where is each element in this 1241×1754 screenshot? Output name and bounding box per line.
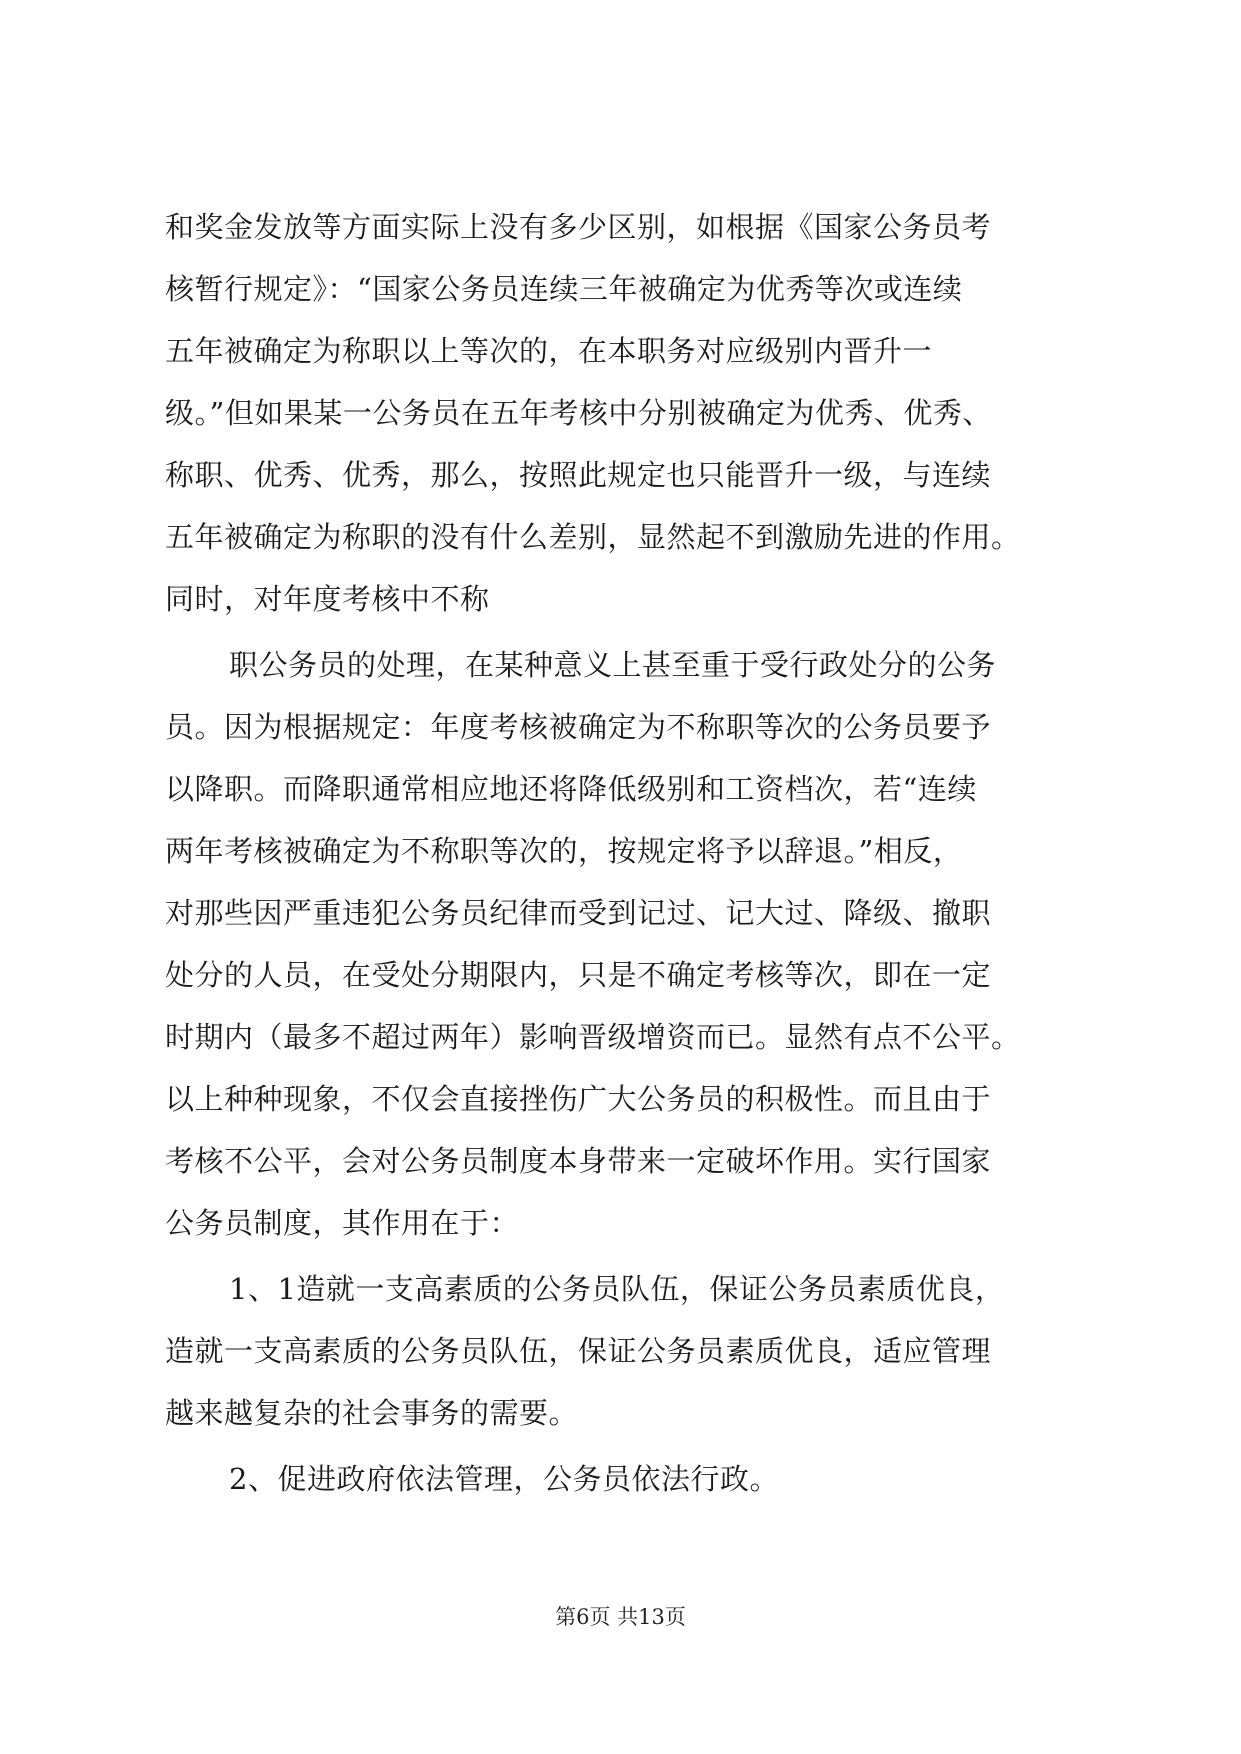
page-footer: 第6页 共13页: [555, 1605, 686, 1629]
text-line: 以上种种现象，不仅会直接挫伤广大公务员的积极性。而且由于: [165, 1082, 992, 1116]
text-line: 五年被确定为称职的没有什么差别，显然起不到激励先进的作用。: [165, 520, 1021, 554]
text-line: 考核不公平，会对公务员制度本身带来一定破坏作用。实行国家: [165, 1144, 992, 1178]
text-line: 职公务员的处理，在某种意义上甚至重于受行政处分的公务: [229, 648, 997, 682]
text-line: 核暂行规定》：“国家公务员连续三年被确定为优秀等次或连续: [165, 272, 963, 306]
text-line: 以降职。而降职通常相应地还将降低级别和工资档次，若“连续: [165, 772, 977, 806]
text-line: 1、1造就一支高素质的公务员队伍，保证公务员素质优良，: [229, 1272, 1005, 1306]
text-line: 称职、优秀、优秀，那么，按照此规定也只能晋升一级，与连续: [165, 458, 992, 492]
text-line: 时期内（最多不超过两年）影响晋级增资而已。显然有点不公平。: [165, 1020, 1021, 1054]
text-line: 处分的人员，在受处分期限内，只是不确定考核等次，即在一定: [165, 958, 992, 992]
text-line: 和奖金发放等方面实际上没有多少区别，如根据《国家公务员考: [165, 210, 992, 244]
text-line: 同时，对年度考核中不称: [165, 582, 490, 616]
text-line: 2、促进政府依法管理，公务员依法行政。: [229, 1462, 779, 1496]
text-line: 级。”但如果某一公务员在五年考核中分别被确定为优秀、优秀、: [165, 396, 992, 430]
text-line: 对那些因严重违犯公务员纪律而受到记过、记大过、降级、撤职: [165, 896, 992, 930]
text-line: 五年被确定为称职以上等次的，在本职务对应级别内晋升一: [165, 334, 933, 368]
text-line: 公务员制度，其作用在于：: [165, 1206, 520, 1240]
text-line: 造就一支高素质的公务员队伍，保证公务员素质优良，适应管理: [165, 1334, 992, 1368]
text-line: 越来越复杂的社会事务的需要。: [165, 1396, 579, 1430]
text-line: 两年考核被确定为不称职等次的，按规定将予以辞退。”相反，: [165, 834, 963, 868]
text-line: 员。因为根据规定：年度考核被确定为不称职等次的公务员要予: [165, 710, 992, 744]
